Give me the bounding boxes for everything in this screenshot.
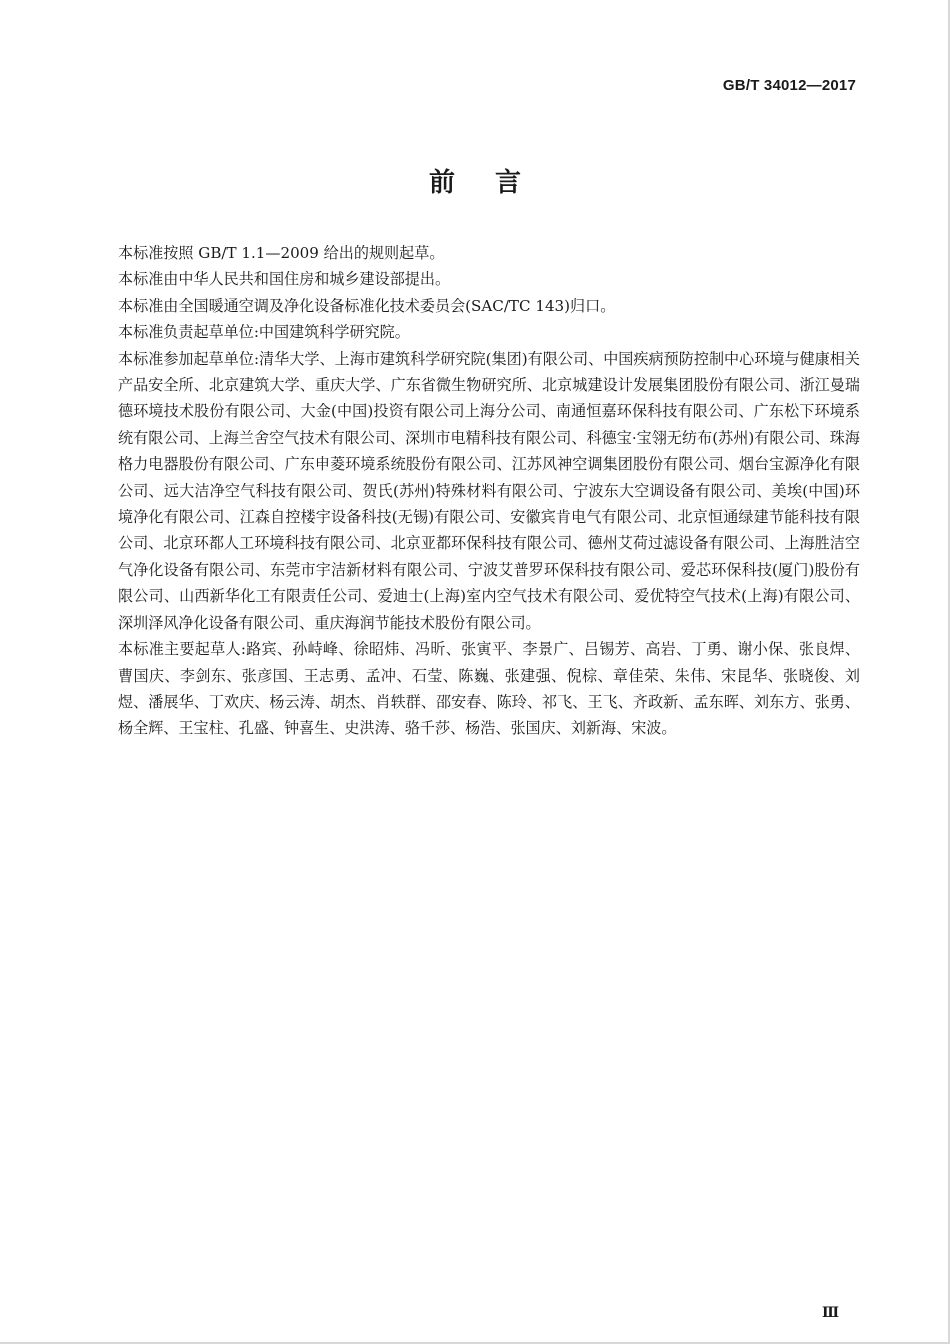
paragraph-lead-unit: 本标准负责起草单位:中国建筑科学研究院。 [118,323,410,342]
foreword-body [118,240,860,742]
paragraph-committee: 本标准由全国暖通空调及净化设备标准化技术委员会(SAC/TC 143)归口。 [118,296,616,315]
paragraph-main-drafters: 本标准主要起草人:路宾、孙峙峰、徐昭炜、冯昕、张寅平、李景广、吕锡芳、高岩、丁勇、谢小保、张良焊、曹国庆、李剑东、张彦国、王志勇、孟冲、石莹、陈巍、张建强、倪棕、章佳荣、朱伟、宋昆华、张晓俊、刘煜、潘展华、丁欢庆、杨云涛、胡杰、肖轶群、邵安春、陈玲、祁飞、王飞、齐政新、孟东晖、刘东方、张勇、杨全辉、王宝柱、孔盛、钟喜生、史洪涛、骆千莎、杨浩、张国庆、刘新海、宋波。 [118,640,860,738]
page-title: 前言 [428,168,561,198]
paragraph-proposer: 本标准由中华人民共和国住房和城乡建设部提出。 [118,270,451,289]
standard-number: GB/T 34012—2017 [722,77,856,94]
paragraph-drafting-rules: 本标准按照 GB/T 1.1—2009 给出的规则起草。 [118,244,445,262]
page-number: Ⅲ [822,1306,840,1321]
paragraph-participating-units: 本标准参加起草单位:清华大学、上海市建筑科学研究院(集团)有限公司、中国疾病预防控制中心环境与健康相关产品安全所、北京建筑大学、重庆大学、广东省微生物研究所、北京城建设计发展集团股份有限公司、浙江曼瑞德环境技术股份有限公司、大金(中国)投资有限公司上海分公司、南通恒嘉环保科技有限公司、广东松下环境系统有限公司、上海兰舍空气技术有限公司、深圳市电精科技有限公司、科德宝·宝翎无纺布(苏州)有限公司、珠海格力电器股份有限公司、广东申菱环境系统股份有限公司、江苏风神空调集团股份有限公司、烟台宝源净化有限公司、远大洁净空气科技有限公司、贺氏(苏州)特殊材料有限公司、宁波东大空调设备有限公司、美埃(中国)环境净化有限公司、江森自控楼宇设备科技(无锡)有限公司、安徽宾肯电气有限公司、北京恒通绿建节能科技有限公司、北京环都人工环境科技有限公司、北京亚都环保科技有限公司、德州艾荷过滤设备有限公司、上海胜洁空气净化设备有限公司、东莞市宇洁新材料有限公司、宁波艾普罗环保科技有限公司、爱芯环保科技(厦门)股份有限公司、山西新华化工有限责任公司、爱迪士(上海)室内空气技术有限公司、爱优特空气技术(上海)有限公司、深圳泽风净化设备有限公司、重庆海润节能技术股份有限公司。 [118,349,860,632]
